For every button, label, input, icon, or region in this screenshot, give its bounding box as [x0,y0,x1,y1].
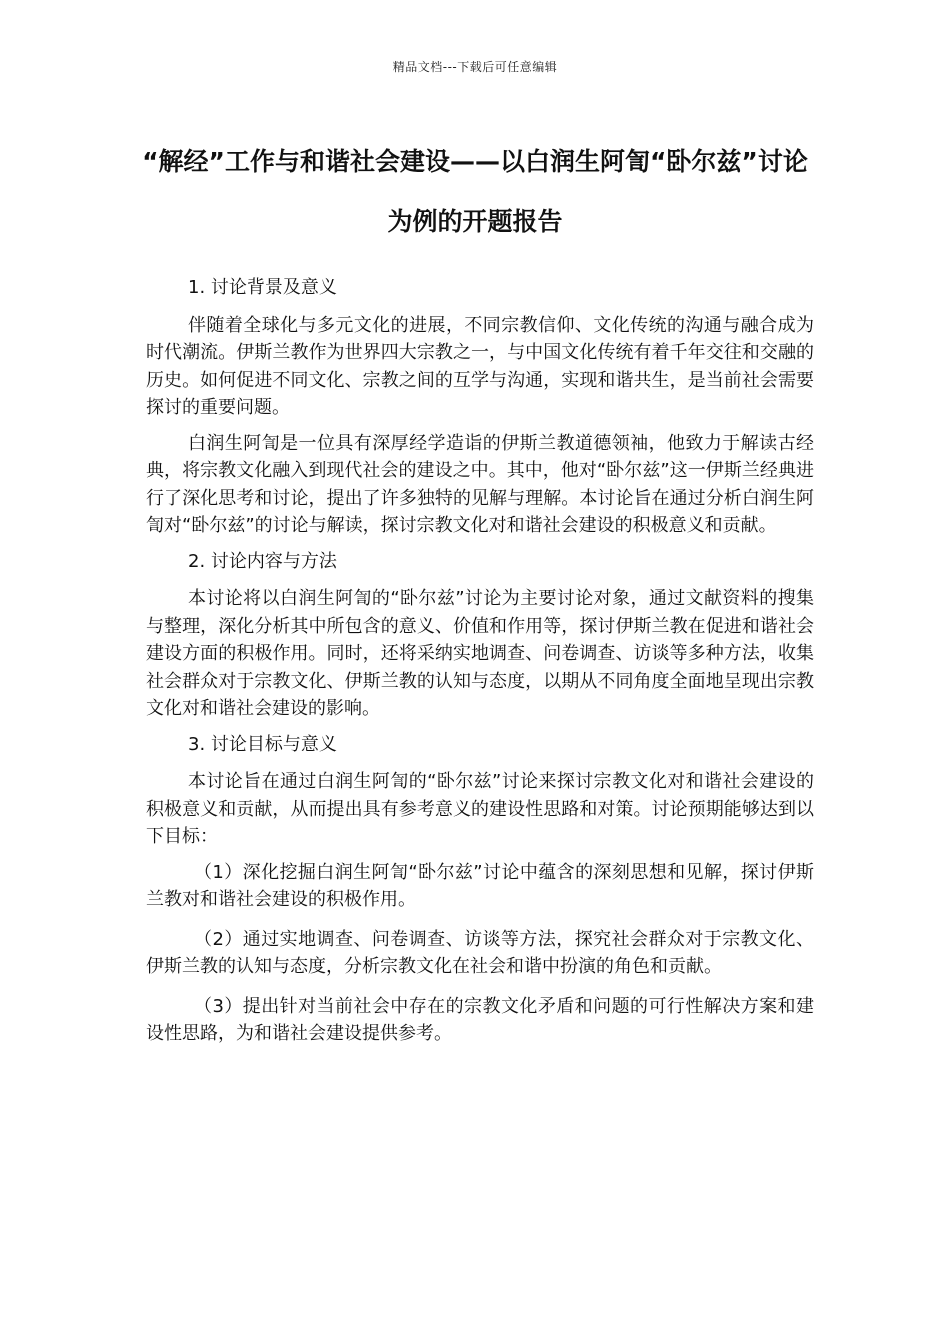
section-3-list-item-3: （3）提出针对当前社会中存在的宗教文化矛盾和问题的可行性解决方案和建设性思路，为和谐社会建设提供参考。 [146,995,814,1044]
section-2-paragraph-1: 本讨论将以白润生阿訇的“卧尔兹”讨论为主要讨论对象，通过文献资料的搜集与整理，深化分析其中所包含的意义、价值和作用等，探讨伊斯兰教在促进和谐社会建设方面的积极作用。同时，还将采纳实地调查、问卷调查、访谈等多种方法，收集社会群众对于宗教文化、伊斯兰教的认知与态度，以期从不同角度全面地呈现出宗教文化对和谐社会建设的影响。 [146,588,814,719]
section-3-list-item-1: （1）深化挖掘白润生阿訇“卧尔兹”讨论中蕴含的深刻思想和见解，探讨伊斯兰教对和谐社会建设的积极作用。 [146,861,814,910]
section-2-heading: 2. 讨论内容与方法 [188,550,337,572]
document-title: “解经”工作与和谐社会建设——以白润生阿訇“卧尔兹”讨论为例的开题报告 [142,147,808,236]
section-3-heading: 3. 讨论目标与意义 [188,733,337,755]
header-note: 精品文档---下载后可任意编辑 [392,60,558,74]
section-3-list-item-2: （2）通过实地调查、问卷调查、访谈等方法，探究社会群众对于宗教文化、伊斯兰教的认知与态度，分析宗教文化在社会和谐中扮演的角色和贡献。 [146,928,814,977]
section-1-paragraph-2: 白润生阿訇是一位具有深厚经学造诣的伊斯兰教道德领袖，他致力于解读古经典，将宗教文化融入到现代社会的建设之中。其中，他对“卧尔兹”这一伊斯兰经典进行了深化思考和讨论，提出了许多独特的见解与理解。本讨论旨在通过分析白润生阿訇对“卧尔兹”的讨论与解读，探讨宗教文化对和谐社会建设的积极意义和贡献。 [146,432,814,536]
section-1-paragraph-1: 伴随着全球化与多元文化的进展，不同宗教信仰、文化传统的沟通与融合成为时代潮流。伊斯兰教作为世界四大宗教之一，与中国文化传统有着千年交往和交融的历史。如何促进不同文化、宗教之间的互学与沟通，实现和谐共生，是当前社会需要探讨的重要问题。 [146,314,814,418]
document-body [146,270,814,1060]
section-1-heading: 1. 讨论背景及意义 [188,277,337,298]
section-3-paragraph-1: 本讨论旨在通过白润生阿訇的“卧尔兹”讨论来探讨宗教文化对和谐社会建设的积极意义和贡献，从而提出具有参考意义的建设性思路和对策。讨论预期能够达到以下目标： [146,771,814,847]
